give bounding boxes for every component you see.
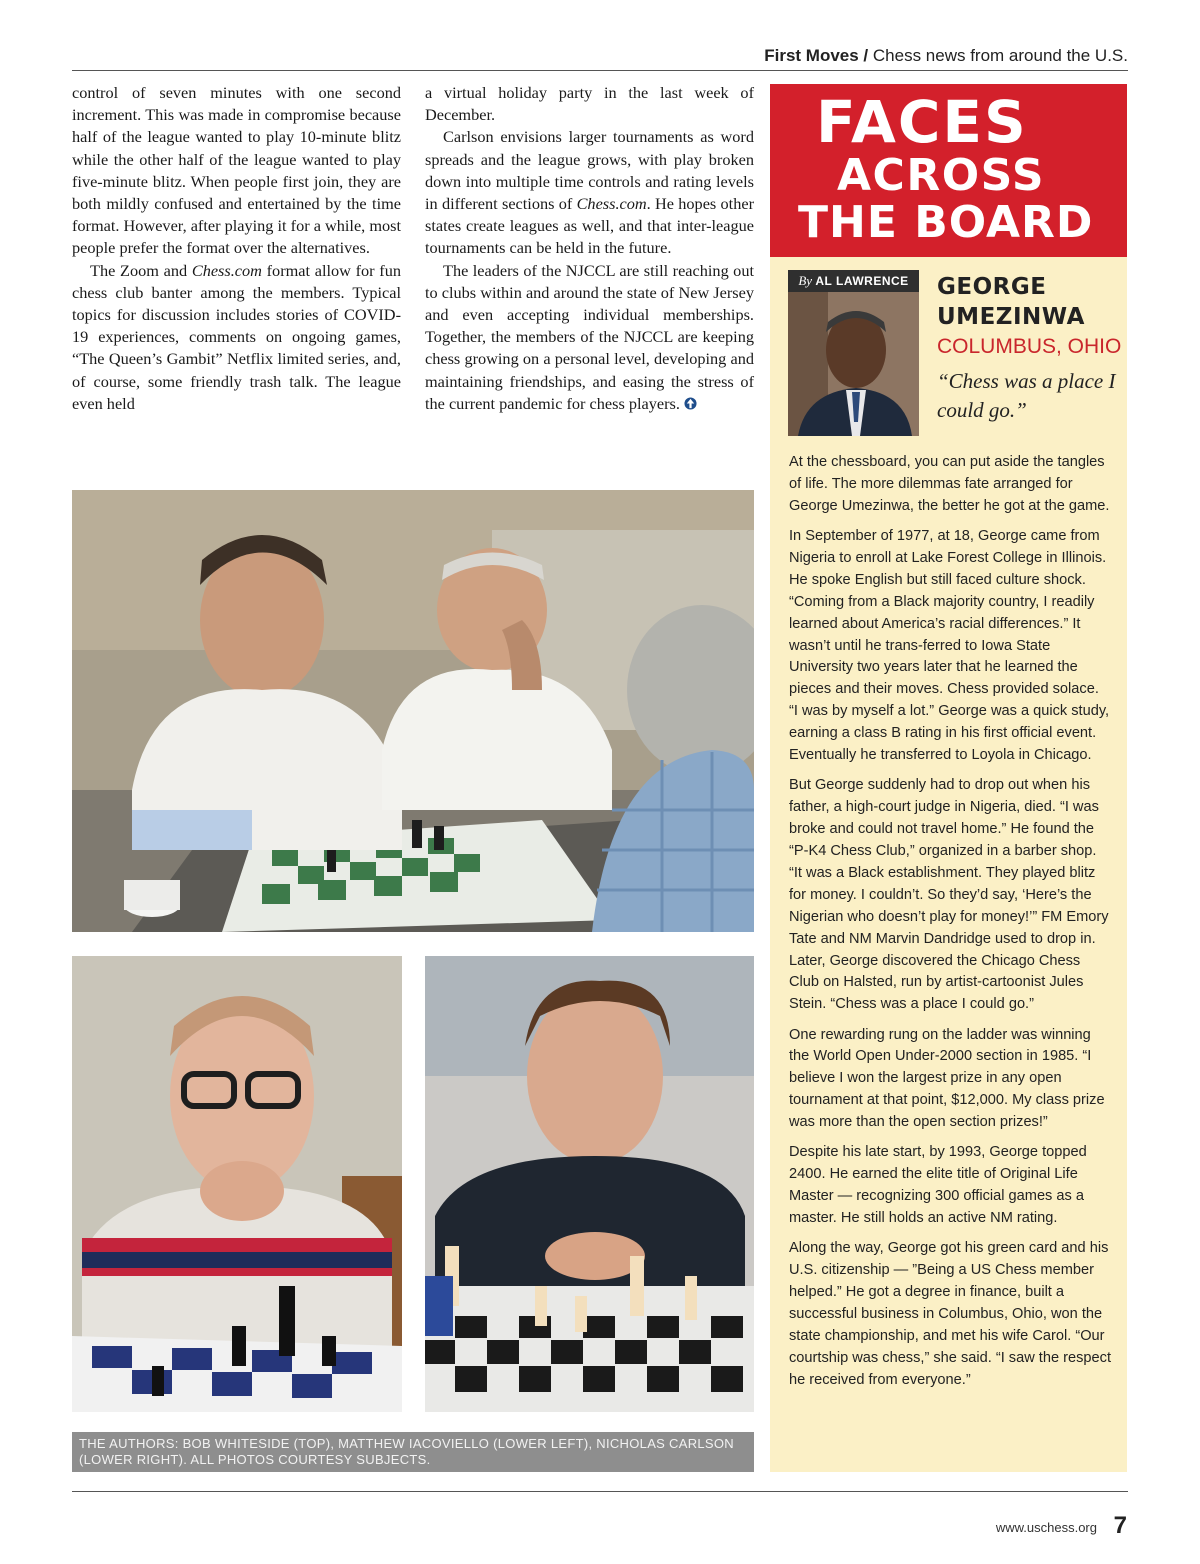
paragraph: One rewarding rung on the ladder was winning the World Open Under-2000 section in 1985. “I believe I won the largest prize in any open tournament at that point, $12,000. My class prize was more than the open section prizes!” xyxy=(789,1026,1105,1131)
page-number: 7 xyxy=(1113,1512,1127,1539)
photo-player-with-glasses xyxy=(72,956,402,1412)
text-run: The leaders of the NJCCL are still reaching out to clubs within and around the state of New Jersey and even accepting individual memberships. Together, the members of the NJCCL are keeping chess growing on a personal level, developing and maintaining friendships, and easing the stress of the current pandemic for chess players. xyxy=(425,260,754,413)
paragraph: But George suddenly had to drop out when his father, a high-court judge in Nigeria, died. “I was broke and could not travel home.” He found the “P-K4 Chess Club,” organized in a barber shop. “It was a Black establishment. They played blitz for money. I couldn’t. So they’d say, ‘Here’s the Nigerian who doesn’t play for money!’” FM Emory Tate and NM Marvin Dandridge used to drop in. Later, George discovered the Chicago Chess Club on Halsted, run by artist-cartoonist Jules Stein. “Chess was a place I could go.” xyxy=(789,777,1109,1013)
photo-young-player xyxy=(425,956,754,1412)
header-tagline: Chess news from around the U.S. xyxy=(868,46,1128,65)
text-run: . He hopes other states create leagues as well, and that inter-league tournaments can be held in the future. xyxy=(425,194,754,258)
running-header xyxy=(764,46,1128,66)
faces-across-the-board-sidebar xyxy=(770,84,1127,1472)
pull-quote: “Chess was a place I could go.” xyxy=(937,369,1116,422)
paragraph: In September of 1977, at 18, George came from Nigeria to enroll at Lake Forest College in Illinois. He spoke English but still faced culture shock. “Coming from a Black majority country, I readily learned about America’s racial differences.” It wasn’t until he trans-ferred to Iowa State University two years later that he learned the pieces and their moves. Chess provided solace. “I was by myself a lot.” George was a quick study, earning a class B rating in his first official event. Eventually he transferred to Loyola in Chicago. xyxy=(789,528,1110,764)
header-rule xyxy=(72,70,1128,71)
profile-location: COLUMBUS, OHIO xyxy=(937,335,1122,358)
paragraph xyxy=(425,126,754,259)
footer-rule xyxy=(72,1491,1128,1492)
header-section: First Moves / xyxy=(764,46,869,65)
photo-caption: THE AUTHORS: BOB WHITESIDE (TOP), MATTHEW IACOVIELLO (LOWER LEFT), NICHOLAS CARLSON (LOWER RIGHT). ALL PHOTOS COURTESY SUBJECTS. xyxy=(72,1432,754,1472)
paragraph: At the chessboard, you can put aside the tangles of life. The more dilemmas fate arranged for George Umezinwa, the better he got at the game. xyxy=(789,454,1110,514)
text-run: format allow for fun chess club banter among the members. Typical topics for discussion includes stories of COVID-19 experiences, comments on ongoing games, “The Queen’s Gambit” Netflix limited series, and, of course, some friendly trash talk. The league even held xyxy=(72,260,401,413)
us-chess-end-mark-icon xyxy=(684,397,697,410)
sidebar-banner xyxy=(770,84,1127,257)
paragraph: control of seven minutes with one second increment. This was made in compromise because half of the league wanted to play 10-minute blitz while the other half of the league wanted to play five-minute blitz. When people first join, they are both mildly confused and entertained by the time format. However, after playing it for a while, most people prefer the format over the alternatives. xyxy=(72,83,401,258)
portrait-photo xyxy=(788,292,919,436)
paragraph: Despite his late start, by 1993, George topped 2400. He earned the elite title of Original Life Master — recognizing 300 official games as a master. He still holds an active NM rating. xyxy=(789,1144,1087,1227)
footer-url: www.uschess.org xyxy=(995,1520,1097,1535)
text-run: The Zoom and xyxy=(90,260,192,280)
banner-line: ACROSS xyxy=(837,150,1046,201)
banner-line: THE BOARD xyxy=(798,197,1094,248)
sidebar-body xyxy=(789,452,1111,1400)
text-run-italic: Chess.com xyxy=(191,260,262,280)
byline xyxy=(788,270,919,292)
paragraph: a virtual holiday party in the last week of December. xyxy=(425,83,754,125)
banner-line: FACES xyxy=(816,88,1028,156)
profile-name: GEORGE UMEZINWA xyxy=(937,274,1085,330)
article-column-1 xyxy=(72,82,401,415)
paragraph: Along the way, George got his green card and his U.S. citizenship — ”Being a US Chess member helped.” He got a degree in finance, built a successful business in Columbus, Ohio, won the state championship, and met his wife Carol. “Our courtship was chess,” she said. “I saw the respect he received from everyone.” xyxy=(789,1240,1112,1388)
text-run: Carlson envisions larger tournaments as word spreads and the league grows, with play broken down into multiple time controls and rating levels in different sections of xyxy=(425,127,754,214)
byline-author: AL LAWRENCE xyxy=(815,274,909,288)
paragraph xyxy=(425,260,754,415)
article-column-2 xyxy=(425,82,754,415)
byline-by: By xyxy=(798,273,813,288)
photo-chess-club-players xyxy=(72,490,754,932)
paragraph xyxy=(72,260,401,415)
text-run-italic: Chess.com xyxy=(576,194,647,214)
